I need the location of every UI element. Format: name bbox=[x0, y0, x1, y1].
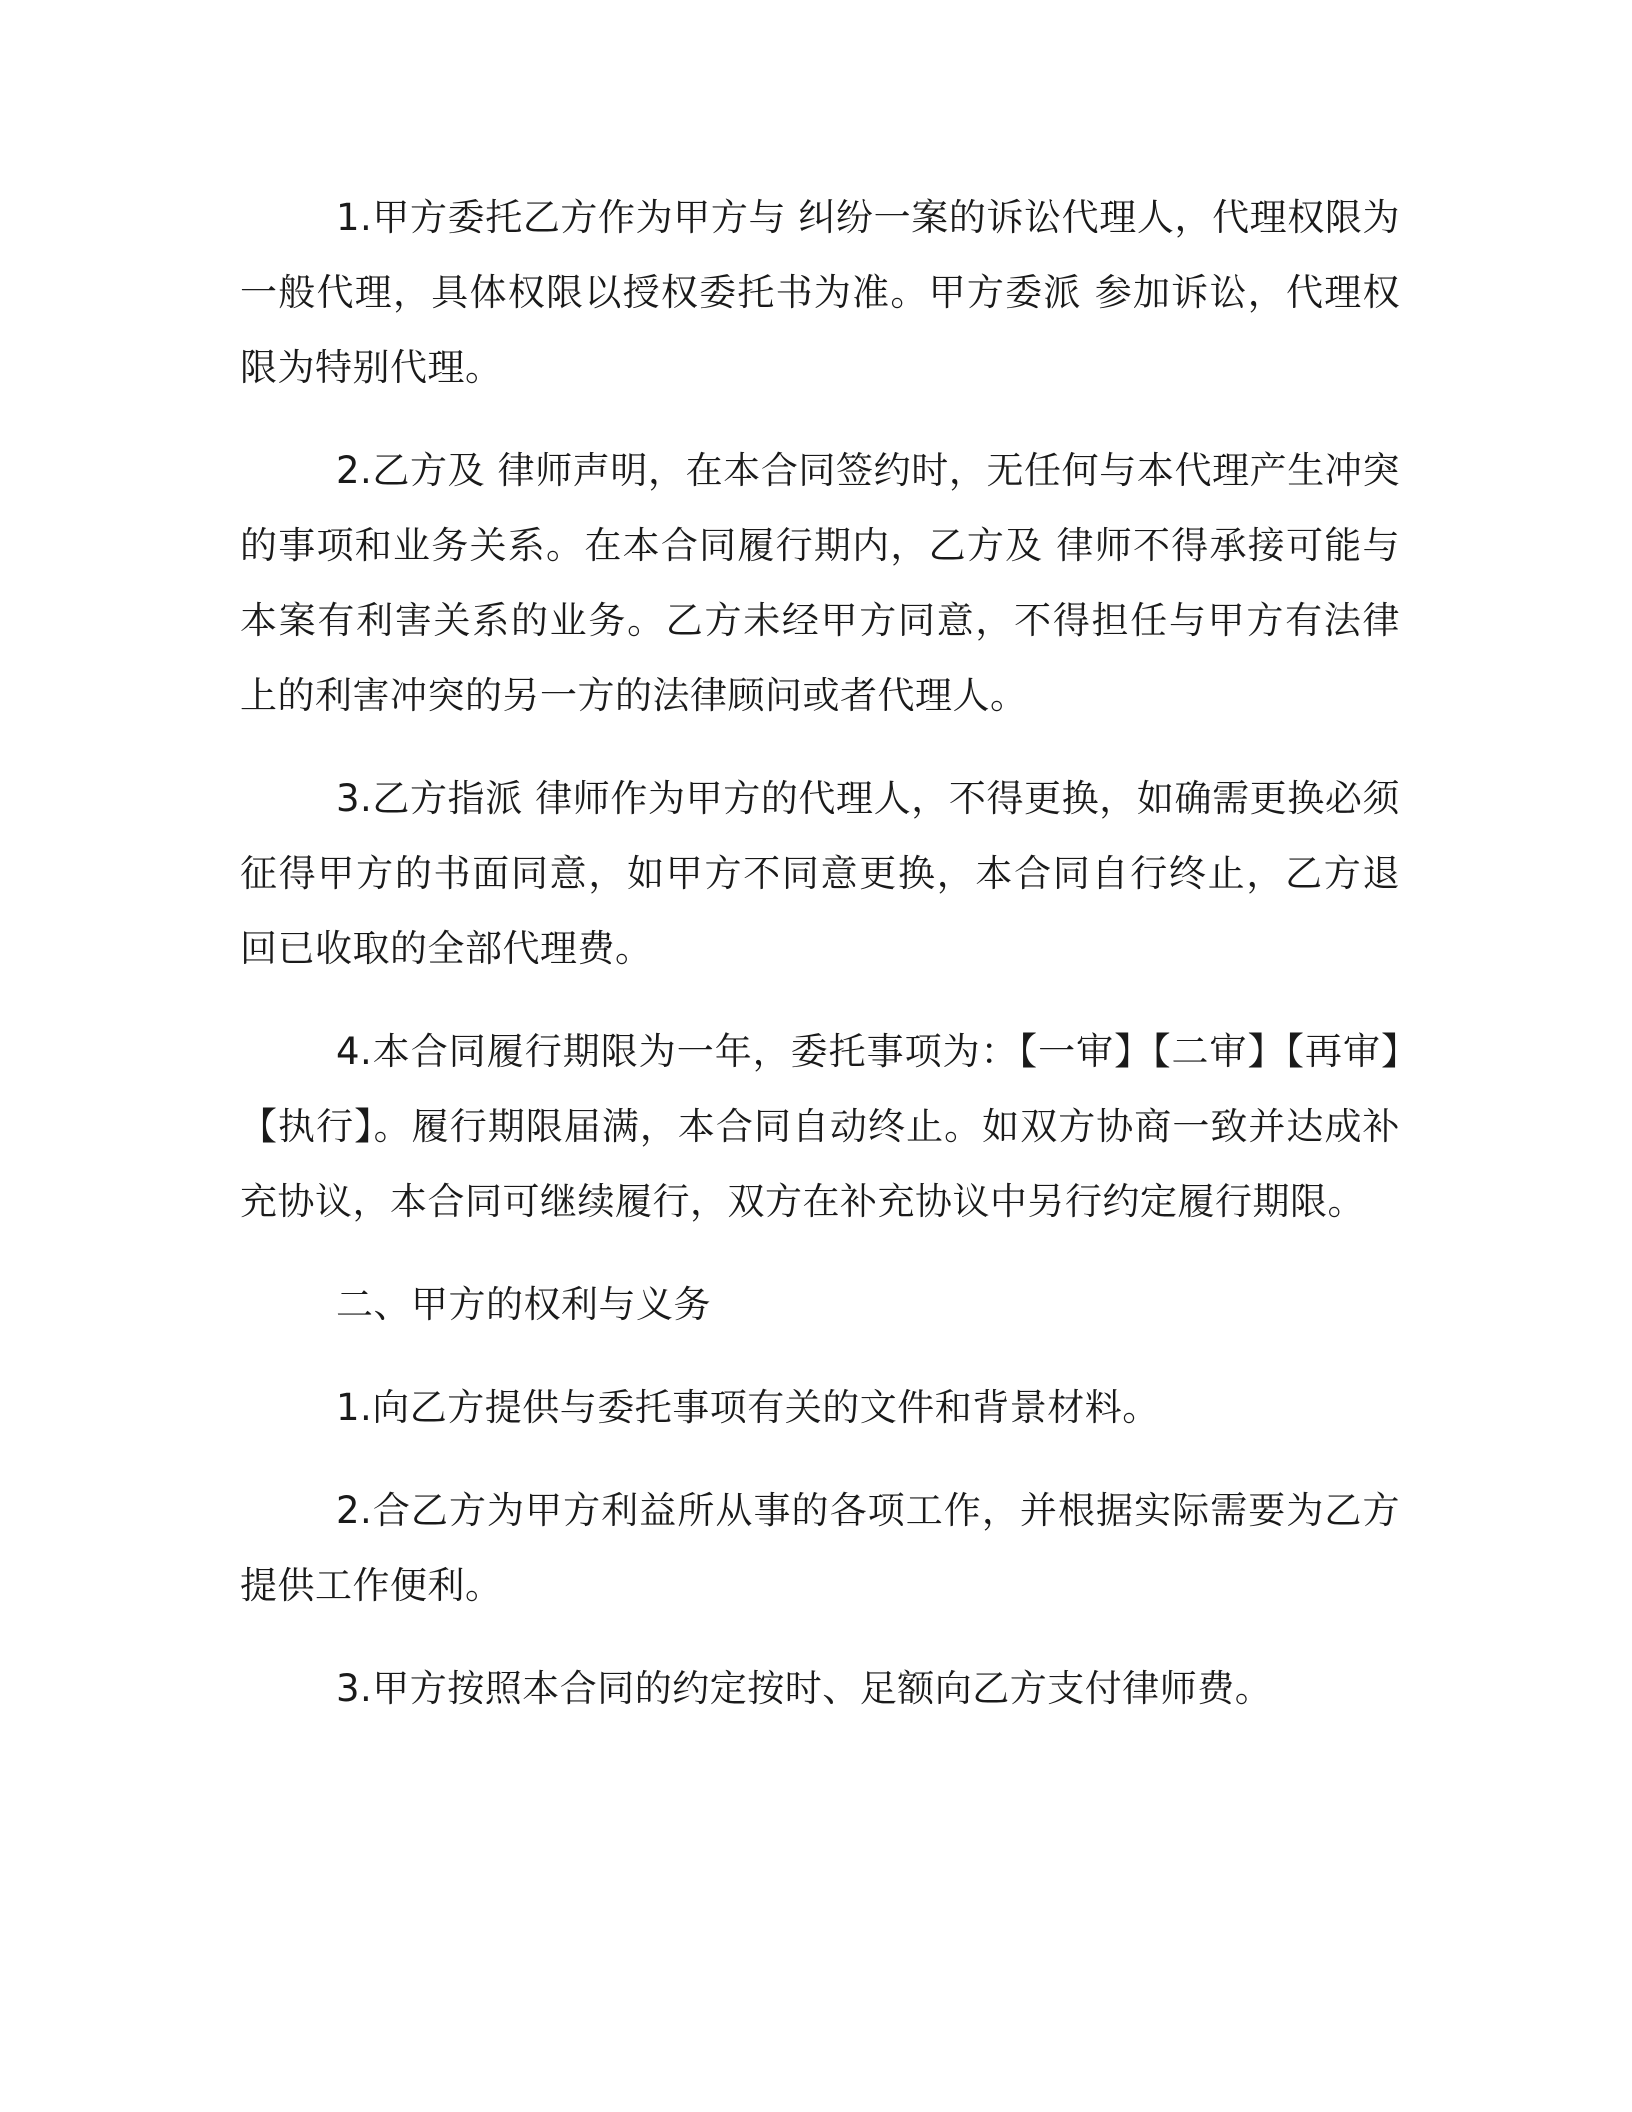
clause-4-term: 4.本合同履行期限为一年，委托事项为：【一审】【二审】【再审】【执行】。履行期限届满，本合同自动终止。如双方协商一致并达成补充协议，本合同可继续履行，双方在补充协议中另行约定履行期限。 bbox=[240, 1030, 1400, 1223]
document-body bbox=[240, 180, 1400, 1754]
party-a-clause-3: 3.甲方按照本合同的约定按时、足额向乙方支付律师费。 bbox=[336, 1667, 1273, 1710]
party-a-clause-2: 2.合乙方为甲方利益所从事的各项工作，并根据实际需要为乙方提供工作便利。 bbox=[240, 1489, 1400, 1607]
clause-1-delegation: 1.甲方委托乙方作为甲方与 纠纷一案的诉讼代理人，代理权限为一般代理，具体权限以授权委托书为准。甲方委派 参加诉讼，代理权限为特别代理。 bbox=[240, 196, 1400, 389]
section-heading-party-a-rights: 二、甲方的权利与义务 bbox=[336, 1283, 711, 1326]
clause-2-conflict-declaration: 2.乙方及 律师声明，在本合同签约时，无任何与本代理产生冲突的事项和业务关系。在本合同履行期内，乙方及 律师不得承接可能与本案有利害关系的业务。乙方未经甲方同意，不得担任与甲方有法律上的利害冲突的另一方的法律顾问或者代理人。 bbox=[240, 449, 1400, 717]
party-a-clause-1: 1.向乙方提供与委托事项有关的文件和背景材料。 bbox=[336, 1386, 1160, 1429]
clause-3-lawyer-assignment: 3.乙方指派 律师作为甲方的代理人，不得更换，如确需更换必须征得甲方的书面同意，如甲方不同意更换，本合同自行终止，乙方退回已收取的全部代理费。 bbox=[240, 777, 1400, 970]
